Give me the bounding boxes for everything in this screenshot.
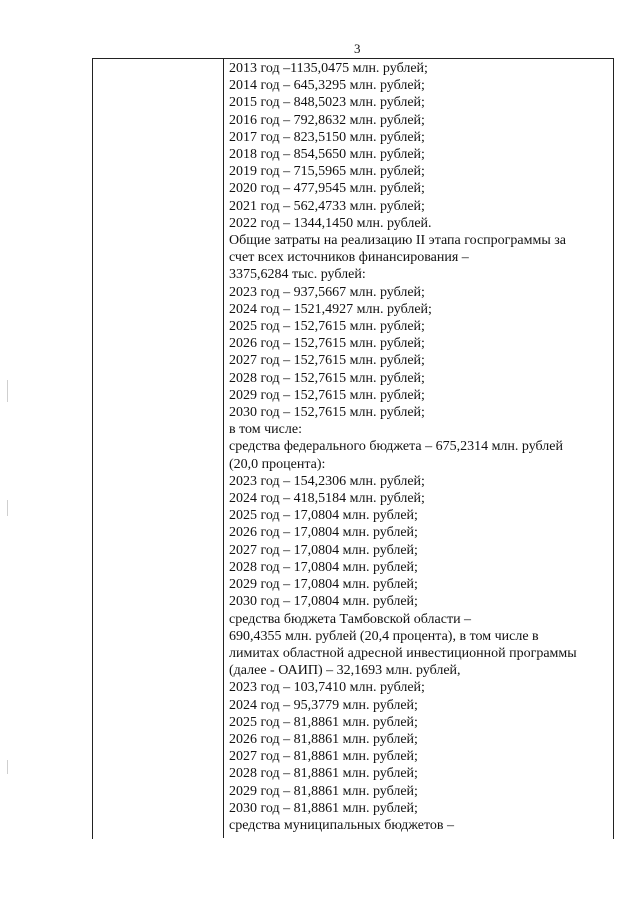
page-number: 3 [354,41,361,56]
text-line: 2023 год – 937,5667 млн. рублей; [229,284,425,300]
text-line: 2029 год – 152,7615 млн. рублей; [229,387,425,403]
scan-artifact [7,380,8,402]
text-line: 2013 год –1135,0475 млн. рублей; [229,61,428,76]
text-line: 2029 год – 17,0804 млн. рублей; [229,577,418,593]
text-line: 2023 год – 154,2306 млн. рублей; [229,473,425,489]
text-line: 2027 год – 81,8861 млн. рублей; [229,749,418,765]
text-line: 2030 год – 81,8861 млн. рублей; [229,800,418,816]
scan-artifact [7,760,8,774]
text-line: 2023 год – 103,7410 млн. рублей; [229,680,425,696]
text-line: 2027 год – 152,7615 млн. рублей; [229,353,425,369]
text-line: 2028 год – 152,7615 млн. рублей; [229,370,425,386]
text-line: 2026 год – 81,8861 млн. рублей; [229,731,418,747]
text-line: 2025 год – 17,0804 млн. рублей; [229,508,418,524]
text-line: 2015 год – 848,5023 млн. рублей; [229,95,425,111]
text-line: в том числе: [229,422,302,438]
text-line: 2029 год – 81,8861 млн. рублей; [229,783,418,799]
text-line: средства бюджета Тамбовской области – [229,611,472,627]
text-line: (далее - ОАИП) – 32,1693 млн. рублей, [229,663,461,679]
text-line: Общие затраты на реализацию II этапа госпрограммы за [229,233,566,249]
text-line: 2030 год – 17,0804 млн. рублей; [229,594,418,610]
text-line: 2017 год – 823,5150 млн. рублей; [229,129,425,145]
text-line: средства муниципальных бюджетов – [229,817,455,833]
text-line: 2021 год – 562,4733 млн. рублей; [229,198,425,214]
text-line: 2030 год – 152,7615 млн. рублей; [229,405,425,421]
text-line: средства федерального бюджета – 675,2314 млн. рублей [229,439,564,455]
text-line: 2020 год – 477,9545 млн. рублей; [229,181,425,197]
text-line: 2014 год – 645,3295 млн. рублей; [229,78,425,94]
text-line: лимитах областной адресной инвестиционной программы [229,645,577,661]
text-line: 2018 год – 854,5650 млн. рублей; [229,147,425,163]
text-line: 2025 год – 81,8861 млн. рублей; [229,714,418,730]
budget-text-cell [229,60,605,834]
text-line: 2024 год – 418,5184 млн. рублей; [229,491,425,507]
text-line: 2025 год – 152,7615 млн. рублей; [229,319,425,335]
text-line: (20,0 процента): [229,456,326,472]
text-line: счет всех источников финансирования – [229,250,469,266]
scan-artifact [7,500,8,516]
text-line: 2026 год – 17,0804 млн. рублей; [229,525,418,541]
text-line: 2024 год – 95,3779 млн. рублей; [229,697,418,713]
text-line: 3375,6284 тыс. рублей: [229,267,366,283]
text-line: 2019 год – 715,5965 млн. рублей; [229,164,425,180]
text-line: 2028 год – 17,0804 млн. рублей; [229,559,418,575]
text-line: 2024 год – 1521,4927 млн. рублей; [229,301,432,317]
text-line: 2027 год – 17,0804 млн. рублей; [229,542,418,558]
table-column-divider [223,58,224,838]
text-line: 2022 год – 1344,1450 млн. рублей. [229,215,432,231]
text-line: 2026 год – 152,7615 млн. рублей; [229,336,425,352]
text-line: 690,4355 млн. рублей (20,4 процента), в том числе в [229,628,539,644]
text-line: 2028 год – 81,8861 млн. рублей; [229,766,418,782]
text-line: 2016 год – 792,8632 млн. рублей; [229,112,425,128]
